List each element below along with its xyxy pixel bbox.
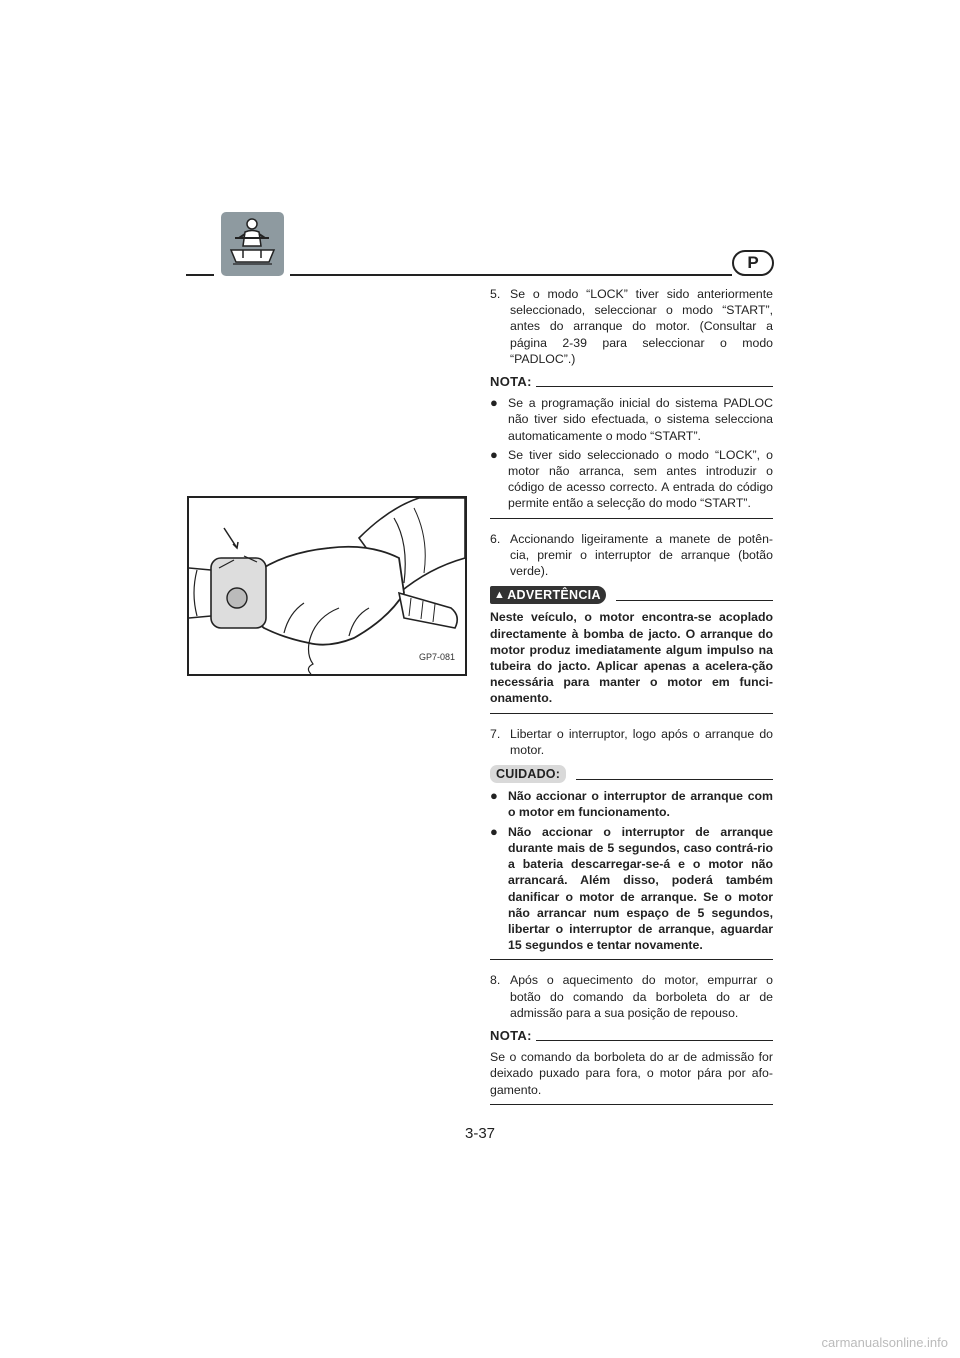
step-number: 5. [490, 287, 501, 301]
note-label: NOTA: [490, 1027, 532, 1043]
note-heading [490, 374, 773, 390]
note-end-rule [490, 1104, 773, 1105]
step-number: 6. [490, 531, 501, 546]
caution-rule [576, 779, 773, 780]
caution-item [490, 824, 773, 954]
page-number: 3-37 [464, 1125, 496, 1142]
caution-badge: CUIDADO: [490, 765, 566, 783]
warning-heading [490, 586, 773, 604]
start-switch-illustration [187, 496, 467, 676]
note-heading [490, 1028, 773, 1044]
step-text: Após o aquecimento do motor, empurrar o botão do comando da borboleta do ar de admissão para a sua posição de repouso. [510, 973, 773, 1020]
step-8 [490, 972, 773, 1021]
step-7 [490, 726, 773, 758]
warning-label: ADVERTÊNCIA [507, 588, 601, 603]
note-item-text: Se a programação inicial do sistema PADLOC não tiver sido efectuada, o sistema selecciona automaticamente o modo “START”. [508, 396, 773, 443]
bullet-icon: ● [490, 395, 498, 411]
step-text: Accionando ligeiramente a manete de potên-cia, premir o interruptor de arranque (botão verde). [510, 531, 773, 579]
warning-end-rule [490, 713, 773, 714]
warning-triangle-icon: ▲ [494, 589, 506, 602]
caution-item [490, 788, 773, 820]
step-5 [490, 286, 773, 367]
bullet-icon: ● [490, 788, 498, 804]
header-rule-right [290, 274, 732, 276]
step-text: Libertar o interruptor, logo após o arranque do motor. [510, 726, 773, 757]
note-item [490, 395, 773, 444]
bullet-icon: ● [490, 446, 498, 462]
watermark: carmanualsonline.info [821, 1335, 948, 1350]
language-badge: P [732, 250, 774, 276]
warning-rule [616, 600, 773, 601]
warning-text: Neste veículo, o motor encontra-se acoplado directamente à bomba de jacto. O arranque do motor produz imediatamente algum impulso na tubeira do jacto. Aplicar apenas a acelera-ção necessária para manter o motor em funci-onamento. [490, 610, 773, 706]
note-end-rule [490, 518, 773, 519]
note-rule [536, 1040, 773, 1041]
note-text: Se o comando da borboleta do ar de admissão for deixado puxado para fora, o motor pára por afo-gamento. [490, 1050, 773, 1097]
note-item [490, 447, 773, 512]
step-6 [490, 531, 773, 580]
instruction-column [490, 286, 773, 1117]
note-label: NOTA: [490, 374, 532, 390]
step-number: 7. [490, 726, 501, 741]
watercraft-rider-icon [221, 212, 284, 276]
note-rule [536, 386, 773, 387]
warning-badge [490, 586, 606, 604]
caution-heading [490, 765, 773, 783]
note-item-text: Se tiver sido seleccionado o modo “LOCK”, o motor não arranca, sem antes introduzir o código de acesso correcto. A entrada do código permite então a selecção do modo “START”. [508, 447, 773, 511]
figure-label: GP7-081 [418, 652, 455, 662]
caution-item-text: Não accionar o interruptor de arranque com o motor em funcionamento. [508, 789, 773, 820]
caution-item-text: Não accionar o interruptor de arranque durante mais de 5 segundos, caso contrá-rio a bateria descarregar-se-á e o motor não arrancará. Além disso, poderá também danificar o motor de arranque. Se o motor não arrancar num espaço de 5 segundos, libertar o interruptor de arranque, aguardar 15 segundos e tentar novamente. [508, 824, 773, 953]
step-text: Se o modo “LOCK” tiver sido anteriormente seleccionado, seleccionar o modo “START”, antes do arranque do motor. (Consultar a página 2-39 para seleccionar o modo “PADLOC”.) [510, 287, 773, 366]
hand-on-handlebar-icon [189, 498, 465, 674]
header-rule-left [186, 274, 214, 276]
caution-end-rule [490, 959, 773, 960]
step-number: 8. [490, 973, 501, 988]
bullet-icon: ● [490, 823, 498, 839]
